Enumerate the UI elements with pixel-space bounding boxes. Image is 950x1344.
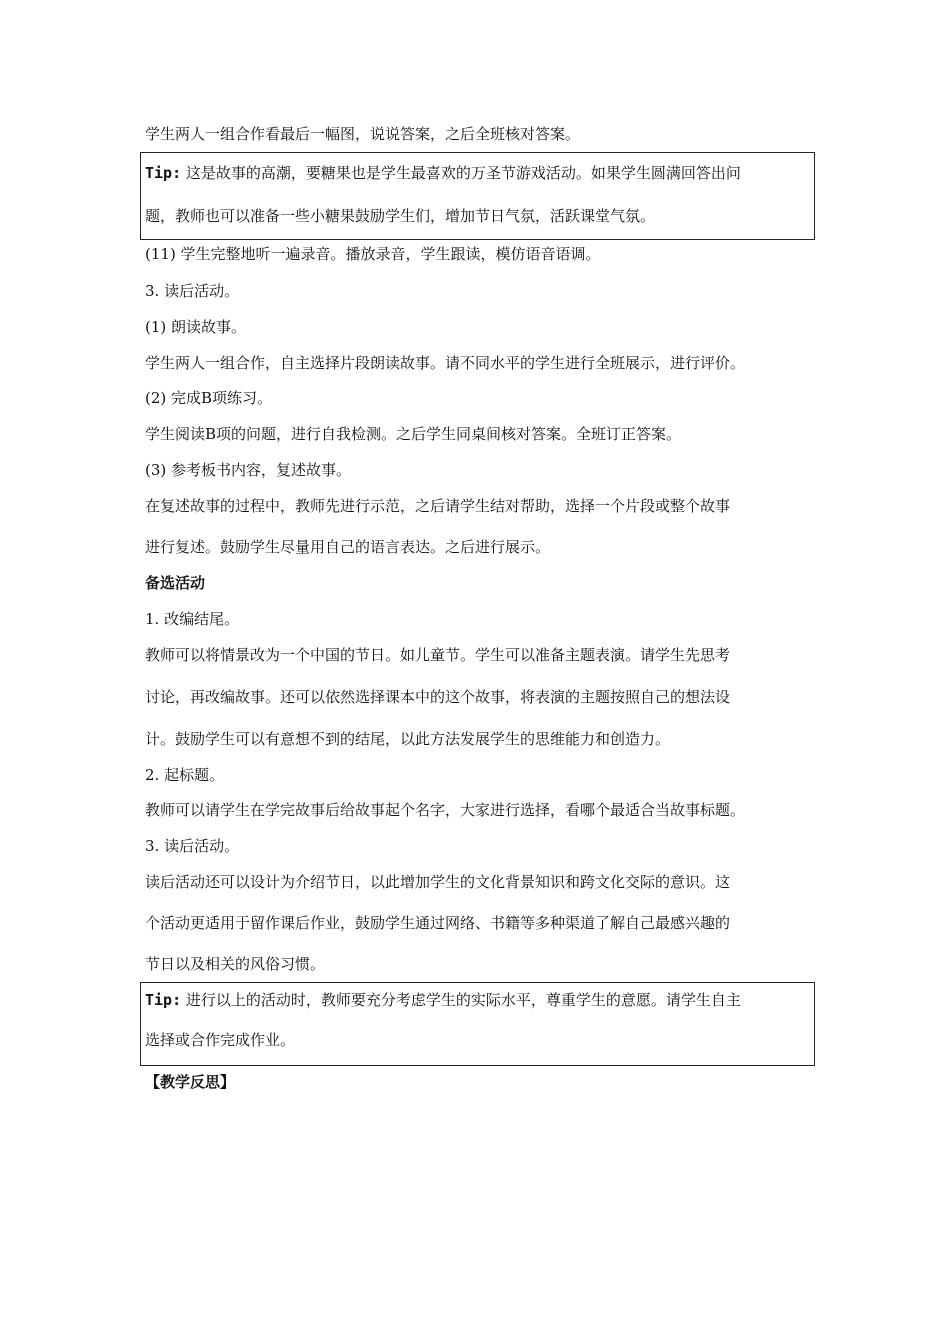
section-heading: 备选活动 — [145, 574, 206, 592]
paragraph: 讨论，再改编故事。还可以依然选择课本中的这个故事，将表演的主题按照自己的想法设 — [145, 688, 731, 706]
paragraph: 进行复述。鼓励学生尽量用自己的语言表达。之后进行展示。 — [145, 538, 551, 556]
tip-line — [145, 163, 741, 183]
tip-text: 进行以上的活动时，教师要充分考虑学生的实际水平，尊重学生的意愿。请学生自主 — [181, 991, 741, 1009]
tip-box — [140, 152, 815, 240]
paragraph: (11) 学生完整地听一遍录音。播放录音，学生跟读，模仿语音语调。 — [145, 245, 601, 263]
section-heading: 【教学反思】 — [145, 1073, 236, 1091]
paragraph: 2. 起标题。 — [145, 766, 225, 784]
paragraph: 教师可以请学生在学完故事后给故事起个名字，大家进行选择，看哪个最适合当故事标题。 — [145, 801, 746, 819]
paragraph: 教师可以将情景改为一个中国的节日。如儿童节。学生可以准备主题表演。请学生先思考 — [145, 646, 731, 664]
paragraph: 学生两人一组合作，自主选择片段朗读故事。请不同水平的学生进行全班展示，进行评价。 — [145, 354, 746, 372]
tip-text: 选择或合作完成作业。 — [145, 1031, 296, 1049]
paragraph: 读后活动还可以设计为介绍节日，以此增加学生的文化背景知识和跨文化交际的意识。这 — [145, 873, 731, 891]
paragraph: 计。鼓励学生可以有意想不到的结尾，以此方法发展学生的思维能力和创造力。 — [145, 730, 671, 748]
paragraph: (1) 朗读故事。 — [145, 318, 247, 336]
paragraph: 个活动更适用于留作课后作业，鼓励学生通过网络、书籍等多种渠道了解自己最感兴趣的 — [145, 914, 731, 932]
tip-text: 题，教师也可以准备一些小糖果鼓励学生们，增加节日气氛，活跃课堂气氛。 — [145, 207, 656, 225]
paragraph: 节日以及相关的风俗习惯。 — [145, 955, 326, 973]
paragraph: (2) 完成B项练习。 — [145, 389, 273, 407]
paragraph: 学生阅读B项的问题，进行自我检测。之后学生同桌间核对答案。全班订正答案。 — [145, 425, 682, 443]
paragraph: 在复述故事的过程中，教师先进行示范，之后请学生结对帮助，选择一个片段或整个故事 — [145, 497, 731, 515]
tip-box — [140, 982, 815, 1066]
paragraph: 3. 读后活动。 — [145, 282, 240, 300]
paragraph: 学生两人一组合作看最后一幅图，说说答案，之后全班核对答案。 — [145, 125, 581, 143]
tip-label: Tip: — [145, 164, 182, 182]
paragraph: (3) 参考板书内容，复述故事。 — [145, 461, 352, 479]
tip-label: Tip: — [145, 991, 182, 1009]
tip-text: 这是故事的高潮，要糖果也是学生最喜欢的万圣节游戏活动。如果学生圆满回答出问 — [181, 164, 741, 182]
paragraph: 1. 改编结尾。 — [145, 610, 240, 628]
tip-line — [145, 990, 741, 1010]
paragraph: 3. 读后活动。 — [145, 837, 240, 855]
